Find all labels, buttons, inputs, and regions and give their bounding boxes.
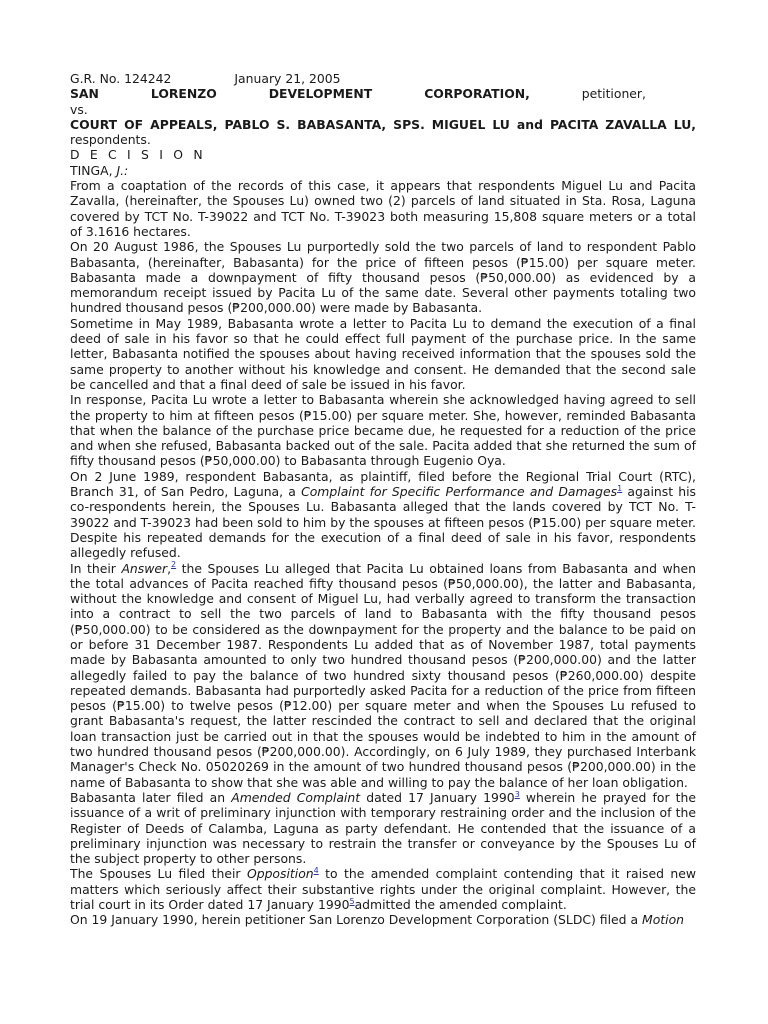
petitioner-word: DEVELOPMENT: [268, 86, 373, 102]
ponente-suffix: J.:: [116, 162, 129, 178]
motion-title: Motion: [642, 912, 685, 928]
gr-number: G.R. No. 124242: [70, 71, 172, 86]
paragraph-text: In their: [70, 560, 116, 576]
paragraph-text: wherein he prayed for the issuance of a writ of preliminary injunction with temporary restraining order and the inclusion of the Register of Deeds of Calamba, Laguna as party defendant. He contended that the issuance of a preliminary injunction was necessary to restrain the transfer or conveyance by the Spouses Lu of the subject property to other persons.: [70, 789, 696, 867]
petitioner-word: CORPORATION,: [424, 86, 530, 102]
respondents-label: respondents.: [70, 132, 151, 148]
decision-heading: D E C I S I O N: [70, 147, 206, 163]
paragraph-text: The Spouses Lu filed their: [70, 866, 241, 882]
paragraph-1: From a coaptation of the records of this case, it appears that respondents Miguel Lu and Pacita Zavalla, (hereinafter, the Spouses Lu) owned two (2) parcels of land situated in Sta. Rosa, Laguna covered by TCT No. T-39022 and TCT No. T-39023 both measuring 15,808 square meters or a total of 3.1616 hectares.: [70, 178, 696, 239]
petitioner-line: [70, 86, 696, 101]
paragraph-text: against his co-respondents herein, the Spouses Lu. Babasanta alleged that the lands covered by TCT No. T-39022 and T-39023 had been sold to him by the spouses at fifteen pesos (₱15.00) per square meter. Despite his repeated demands for the execution of a final deed of sale in his favor, respondents allegedly refused.: [70, 484, 696, 561]
paragraph-2: On 20 August 1986, the Spouses Lu purportedly sold the two parcels of land to respondent Pablo Babasanta, (hereinafter, Babasanta) for the price of fifteen pesos (₱15.00) per square meter. Babasanta made a downpayment of fifty thousand pesos (₱50,000.00) as evidenced by a memorandum receipt issued by Pacita Lu of the same date. Several other payments totaling two hundred thousand pesos (₱200,000.00) were made by Babasanta.: [70, 239, 696, 316]
paragraph-9: [70, 912, 696, 927]
petitioner-label: petitioner,: [581, 86, 646, 102]
petitioner-word: SAN: [70, 86, 99, 102]
case-header: [70, 71, 696, 86]
ponente-name: TINGA,: [70, 162, 113, 178]
paragraph-text: On 2 June 1989, respondent Babasanta, as plaintiff, filed before the Regional Trial Court (RTC), Branch 31, of San Pedro, Laguna, a: [70, 468, 696, 500]
paragraph-text: the Spouses Lu alleged that Pacita Lu obtained loans from Babasanta and when the total advances of Pacita reached fifty thousand pesos (₱50,000.00), the latter and Babasanta, without the knowledge and consent of Miguel Lu, had verbally agreed to transform the transaction into a contract to sell the two parcels of land to Babasanta with the fifty thousand pesos (₱50,000.00) to be considered as the downpayment for the property and the balance to be paid on or before 31 December 1987. Respondents Lu added that as of November 1987, total payments made by Babasanta amounted to only two hundred thousand pesos (₱200,000.00) and the latter allegedly failed to pay the balance of two hundred sixty thousand pesos (₱260,000.00) despite repeated demands. Babasanta had purportedly asked Pacita for a reduction of the price from fifteen pesos (₱15.00) to twelve pesos (₱12.00) per square meter and when the Spouses Lu refused to grant Babasanta's request, the latter rescinded the contract to sell and declared that the original loan transaction just be carried out in that the spouses would be indebted to him in the amount of two hundred thousand pesos (₱200,000.00). Accordingly, on 6 July 1989, they purchased Interbank Manager's Check No. 05020269 in the amount of two hundred thousand pesos (₱200,000.00) in the name of Babasanta to show that she was able and willing to pay the balance of her loan obligation.: [70, 560, 696, 790]
paragraph-text: dated 17 January 1990: [366, 789, 515, 805]
paragraph-text: admitted the amended complaint.: [354, 897, 567, 913]
paragraph-5: [70, 469, 696, 561]
opposition-title: Opposition: [246, 866, 314, 882]
respondents-names: COURT OF APPEALS, PABLO S. BABASANTA, SPS. MIGUEL LU and PACITA ZAVALLA LU,: [70, 116, 696, 132]
decision-date: January 21, 2005: [234, 71, 341, 86]
footnote-link-2[interactable]: 2: [171, 560, 177, 570]
paragraph-text: On 19 January 1990, herein petitioner San Lorenzo Development Corporation (SLDC) filed a: [70, 912, 639, 928]
footnote-link-4[interactable]: 4: [313, 866, 319, 876]
paragraph-7: [70, 790, 696, 866]
paragraph-4: In response, Pacita Lu wrote a letter to Babasanta wherein she acknowledged having agreed to sell the property to him at fifteen pesos (₱15.00) per square meter. She, however, reminded Babasanta that when the balance of the purchase price became due, he requested for a reduction of the price and when she refused, Babasanta backed out of the sale. Pacita added that she returned the sum of fifty thousand pesos (₱50,000.00) to Babasanta through Eugenio Oya.: [70, 392, 696, 469]
amended-complaint-title: Amended Complaint: [231, 789, 361, 805]
paragraph-8: [70, 866, 696, 912]
complaint-title: Complaint for Specific Performance and Damages: [301, 484, 618, 500]
ponente-line: [70, 163, 696, 178]
paragraph-text: to the amended complaint contending that it raised new matters which seriously affect their substantive rights under the original complaint. However, the trial court in its Order dated 17 January 1990: [70, 866, 696, 913]
footnote-link-3[interactable]: 3: [514, 789, 520, 799]
paragraph-3: Sometime in May 1989, Babasanta wrote a letter to Pacita Lu to demand the execution of a final deed of sale in his favor so that he could effect full payment of the purchase price. In the same letter, Babasanta notified the spouses about having received information that the spouses sold the same property to another without his knowledge and consent. He demanded that the second sale be cancelled and that a final deed of sale be issued in his favor.: [70, 315, 696, 392]
footnote-link-5[interactable]: 5: [349, 896, 355, 906]
paragraph-6: In their Answer,$^2$ the Spouses Lu alleged that Pacita Lu obtained loans from Babasanta and when the total advances of Pacita reached fifty thousand pesos (₱50,000.00), the latter and Babasanta, without the knowledge and consent of Miguel Lu, had verbally agreed to transform the transaction into a contract to sell the two parcels of land to Babasanta with the fifty thousand pesos (₱50,000.00) to be considered as the downpayment for the property and the balance to be paid on or before 31 December 1987. Respondents Lu added that as of November 1987, total payments made by Babasanta amounted to only two hundred thousand pesos (₱200,000.00) and the latter allegedly failed to pay the balance of two hundred sixty thousand pesos (₱260,000.00) despite repeated demands. Babasanta had purportedly asked Pacita for a reduction of the price from fifteen pesos (₱15.00) to twelve pesos (₱12.00) per square meter and when the Spouses Lu refused to grant Babasanta's request, the latter rescinded the contract to sell and declared that the original loan transaction just be carried out in that the spouses would be indebted to him in the amount of two hundred thousand pesos (₱200,000.00). Accordingly, on 6 July 1989, they purchased Interbank Manager's Check No. 05020269 in the amount of two hundred thousand pesos (₱200,000.00) in the name of Babasanta to show that she was able and willing to pay the balance of her loan obligation.: [70, 560, 696, 790]
answer-title: Answer: [121, 560, 168, 576]
petitioner-word: LORENZO: [150, 86, 217, 102]
versus: vs.: [70, 101, 88, 117]
footnote-link-1[interactable]: 1: [617, 483, 623, 493]
paragraph-text: Babasanta later filed an: [70, 789, 226, 805]
